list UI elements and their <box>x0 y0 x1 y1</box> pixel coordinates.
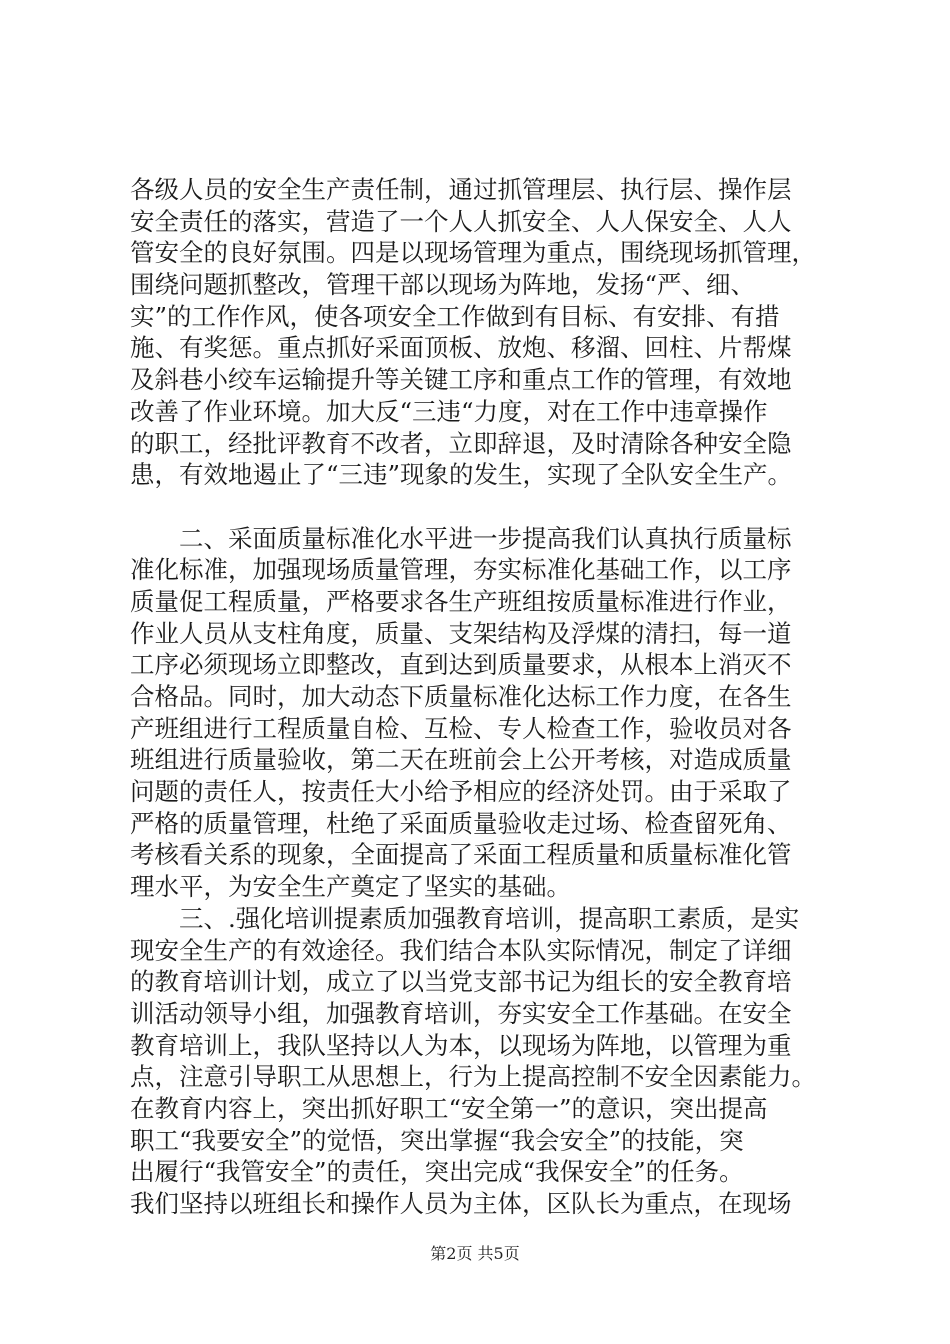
text-line: 及斜巷小绞车运输提升等关键工序和重点工作的管理，有效地 <box>130 365 792 395</box>
text-line: 职工“我要安全”的觉悟，突出掌握“我会安全”的技能，突 <box>130 1125 744 1155</box>
text-line: 我们坚持以班组长和操作人员为主体，区队长为重点，在现场 <box>130 1189 792 1218</box>
text-line: 各级人员的安全生产责任制，通过抓管理层、执行层、操作层 <box>130 175 792 204</box>
text-line: 出履行“我管安全”的责任，突出完成“我保安全”的任务。 <box>130 1157 744 1187</box>
text-line: 工序必须现场立即整改，直到达到质量要求，从根本上消灭不 <box>130 650 792 680</box>
text-line: 作业人员从支柱角度，质量、支架结构及浮煤的清扫，每一道 <box>130 618 792 648</box>
text-line: 质量促工程质量，严格要求各生产班组按质量标准进行作业， <box>130 586 792 616</box>
text-line: 三、.强化培训提素质加强教育培训，提高职工素质，是实 <box>130 903 800 933</box>
text-line: 安全责任的落实，营造了一个人人抓安全、人人保安全、人人 <box>130 206 792 236</box>
text-line: 现安全生产的有效途径。我们结合本队实际情况，制定了详细 <box>130 935 792 965</box>
text-line: 管安全的良好氛围。四是以现场管理为重点，围绕现场抓管理， <box>130 238 816 268</box>
text-line: 施、有奖惩。重点抓好采面顶板、放炮、移溜、回柱、片帮煤 <box>130 333 792 363</box>
text-line: 合格品。同时，加大动态下质量标准化达标工作力度，在各生 <box>130 682 792 711</box>
text-line: 实”的工作作风，使各项安全工作做到有目标、有安排、有措 <box>130 301 780 331</box>
body-text <box>130 174 850 1220</box>
text-line: 在教育内容上，突出抓好职工“安全第一”的意识，突出提高 <box>130 1093 768 1123</box>
text-line: 理水平，为安全生产奠定了坚实的基础。 <box>130 872 571 902</box>
text-line: 围绕问题抓整改，管理干部以现场为阵地，发扬“严、细、 <box>130 270 756 300</box>
text-line: 班组进行质量验收，第二天在班前会上公开考核，对造成质量 <box>130 745 792 775</box>
text-line: 产班组进行工程质量自检、互检、专人检查工作，验收员对各 <box>130 713 792 743</box>
text-line: 准化标准，加强现场质量管理，夯实标准化基础工作，以工序 <box>130 555 792 585</box>
text-line: 严格的质量管理，杜绝了采面质量验收走过场、检查留死角、 <box>130 808 792 838</box>
paragraph-gap <box>130 491 850 523</box>
text-line: 训活动领导小组，加强教育培训，夯实安全工作基础。在安全 <box>130 998 792 1028</box>
text-line: 点，注意引导职工从思想上，行为上提高控制不安全因素能力。 <box>130 1062 816 1092</box>
text-line: 二、采面质量标准化水平进一步提高我们认真执行质量标 <box>130 523 792 553</box>
text-line: 改善了作业环境。加大反“三违“力度，对在工作中违章操作 <box>130 396 768 426</box>
text-line: 患，有效地遏止了“三违”现象的发生，实现了全队安全生产。 <box>130 460 793 490</box>
text-line: 问题的责任人，按责任大小给予相应的经济处罚。由于采取了 <box>130 777 792 807</box>
page-footer: 第2页 共5页 <box>430 1244 520 1263</box>
text-line: 考核看关系的现象，全面提高了采面工程质量和质量标准化管 <box>130 840 792 870</box>
text-line: 的职工，经批评教育不改者，立即辞退，及时清除各种安全隐 <box>130 428 792 458</box>
text-line: 教育培训上，我队坚持以人为本，以现场为阵地，以管理为重 <box>130 1030 792 1060</box>
text-line: 的教育培训计划，成立了以当党支部书记为组长的安全教育培 <box>130 967 792 997</box>
